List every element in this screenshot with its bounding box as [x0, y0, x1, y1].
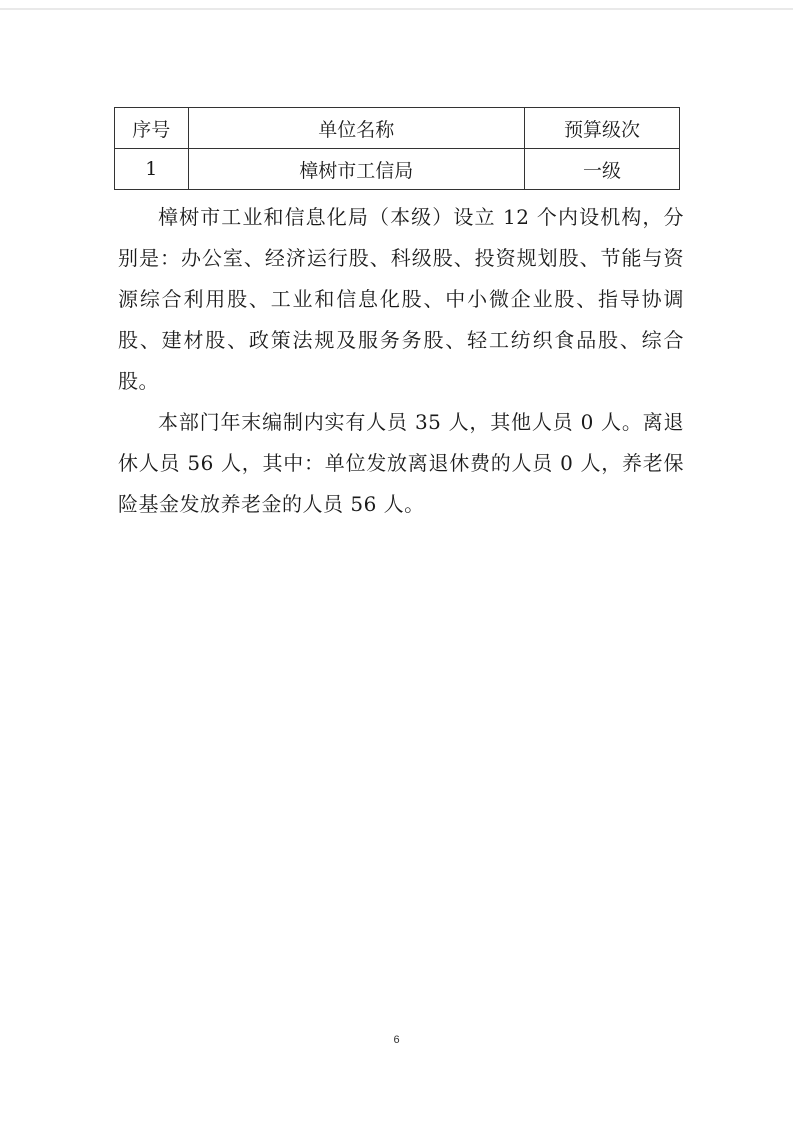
- page-top-edge: [0, 8, 793, 10]
- page-number: 6: [393, 1034, 400, 1046]
- header-serial-number: 序号: [115, 108, 189, 149]
- header-budget-level: 预算级次: [525, 108, 680, 149]
- table-row: [115, 149, 680, 190]
- unit-table: [114, 107, 680, 190]
- cell-unit-name: 樟树市工信局: [188, 149, 524, 190]
- header-unit-name: 单位名称: [188, 108, 524, 149]
- paragraph-staffing: 本部门年末编制内实有人员 35 人，其他人员 0 人。离退休人员 56 人，其中：单位发放离退休费的人员 0 人，养老保险基金发放养老金的人员 56 人。: [118, 410, 684, 516]
- paragraph-departments: 樟树市工业和信息化局（本级）设立 12 个内设机构，分别是：办公室、经济运行股、科级股、投资规划股、节能与资源综合利用股、工业和信息化股、中小微企业股、指导协调股、建材股、政策法规及服务务股、轻工纺织食品股、综合股。: [118, 205, 684, 393]
- cell-budget-level: 一级: [525, 149, 680, 190]
- body-text: [118, 197, 684, 525]
- table-header-row: [115, 108, 680, 149]
- cell-serial-number: 1: [115, 149, 189, 190]
